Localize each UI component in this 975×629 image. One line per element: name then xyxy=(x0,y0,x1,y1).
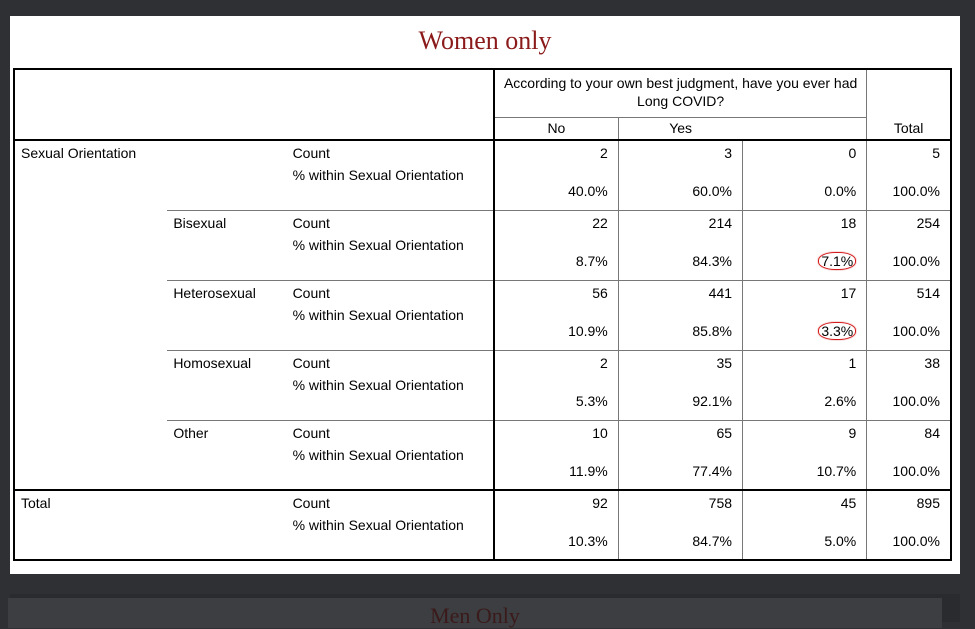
stat-label-pct: % within Sexual Orientation xyxy=(292,517,464,533)
total-count: 45 xyxy=(743,490,867,514)
cell-pct: 60.0% xyxy=(618,164,742,210)
column-header-no: No xyxy=(494,117,618,140)
cell-pct: 100.0% xyxy=(867,304,951,350)
row-category-label: Bisexual xyxy=(167,210,286,280)
cell-pct: 10.9% xyxy=(494,304,618,350)
cell-pct: 100.0% xyxy=(867,234,951,280)
cell-count: 514 xyxy=(867,280,951,304)
red-circle-annotation: 7.1% xyxy=(818,252,856,270)
total-pct: 84.7% xyxy=(618,514,742,560)
cell-count: 56 xyxy=(494,280,618,304)
cell-pct: 11.9% xyxy=(494,444,618,490)
stat-label-count: Count xyxy=(292,354,330,371)
next-table-title: Men Only xyxy=(430,603,520,628)
cell-pct: 10.7% xyxy=(743,444,867,490)
header-row-question xyxy=(14,69,951,117)
column-variable-header: According to your own best judgment, have you ever had Long COVID? xyxy=(494,69,867,117)
header-corner-cell xyxy=(14,69,494,140)
stat-label-pct: % within Sexual Orientation xyxy=(292,167,464,183)
cell-pct: 84.3% xyxy=(618,234,742,280)
row-category-label: Heterosexual xyxy=(173,284,256,301)
total-pct: 100.0% xyxy=(867,514,951,560)
cell-count: 84 xyxy=(867,420,951,444)
stat-label-count: Count xyxy=(292,214,330,231)
stat-label-count: Count xyxy=(292,424,330,441)
red-circle-annotation: 3.3% xyxy=(818,322,856,340)
cell-pct-circled xyxy=(743,304,867,350)
stat-label-pct: % within Sexual Orientation xyxy=(292,307,464,323)
cell-count: 35 xyxy=(618,350,742,374)
cell-count-total: 5 xyxy=(867,140,951,164)
total-count: 895 xyxy=(867,490,951,514)
cell-pct: 40.0% xyxy=(494,164,618,210)
cell-pct-circled xyxy=(743,234,867,280)
cell-pct: 92.1% xyxy=(618,374,742,420)
cell-count: 65 xyxy=(618,420,742,444)
total-pct: 5.0% xyxy=(743,514,867,560)
cell-count: 441 xyxy=(618,280,742,304)
cell-pct: 0.0% xyxy=(743,164,867,210)
cell-pct: 100.0% xyxy=(867,444,951,490)
crosstab-table xyxy=(13,68,952,561)
stat-label-count: Count xyxy=(292,284,330,301)
row-category-label: Homosexual xyxy=(173,354,252,371)
cell-pct: 100.0% xyxy=(867,164,951,210)
total-count: 758 xyxy=(618,490,742,514)
stat-label-count: Count xyxy=(292,495,330,511)
cell-count: 17 xyxy=(743,280,867,304)
cell-pct: 85.8% xyxy=(618,304,742,350)
total-row xyxy=(14,490,951,514)
cell-count: 214 xyxy=(618,210,742,234)
stat-label-pct: % within Sexual Orientation xyxy=(292,447,464,463)
total-row-label: Total xyxy=(21,495,51,511)
cell-count: 254 xyxy=(867,210,951,234)
stat-label-count: Count xyxy=(292,145,330,161)
cell-pct: 5.3% xyxy=(494,374,618,420)
row-category-label xyxy=(167,140,286,210)
cell-count: 2 xyxy=(494,350,618,374)
cell-pct: 100.0% xyxy=(867,374,951,420)
cell-count: 1 xyxy=(743,350,867,374)
cell-count: 18 xyxy=(743,210,867,234)
output-sheet xyxy=(10,16,960,574)
total-column-header: Total xyxy=(867,69,951,140)
row-category-label: Other xyxy=(173,424,209,441)
table-row xyxy=(14,140,951,164)
cell-count-yes-partial: 3 xyxy=(618,140,742,164)
cell-pct: 8.7% xyxy=(494,234,618,280)
cell-count: 9 xyxy=(743,420,867,444)
cell-pct: 2.6% xyxy=(743,374,867,420)
cell-count-yes: 0 xyxy=(743,140,867,164)
column-header-yes: Yes xyxy=(618,117,742,140)
cell-count: 22 xyxy=(494,210,618,234)
cell-count: 10 xyxy=(494,420,618,444)
row-variable-label: Sexual Orientation xyxy=(21,145,137,161)
cell-pct: 77.4% xyxy=(618,444,742,490)
stat-label-pct: % within Sexual Orientation xyxy=(292,377,464,393)
total-pct: 10.3% xyxy=(494,514,618,560)
table-title: Women only xyxy=(418,26,552,55)
next-output-sheet xyxy=(8,598,942,628)
cell-count: 38 xyxy=(867,350,951,374)
cell-count-no: 2 xyxy=(494,140,618,164)
total-count: 92 xyxy=(494,490,618,514)
stat-label-pct: % within Sexual Orientation xyxy=(292,237,464,253)
